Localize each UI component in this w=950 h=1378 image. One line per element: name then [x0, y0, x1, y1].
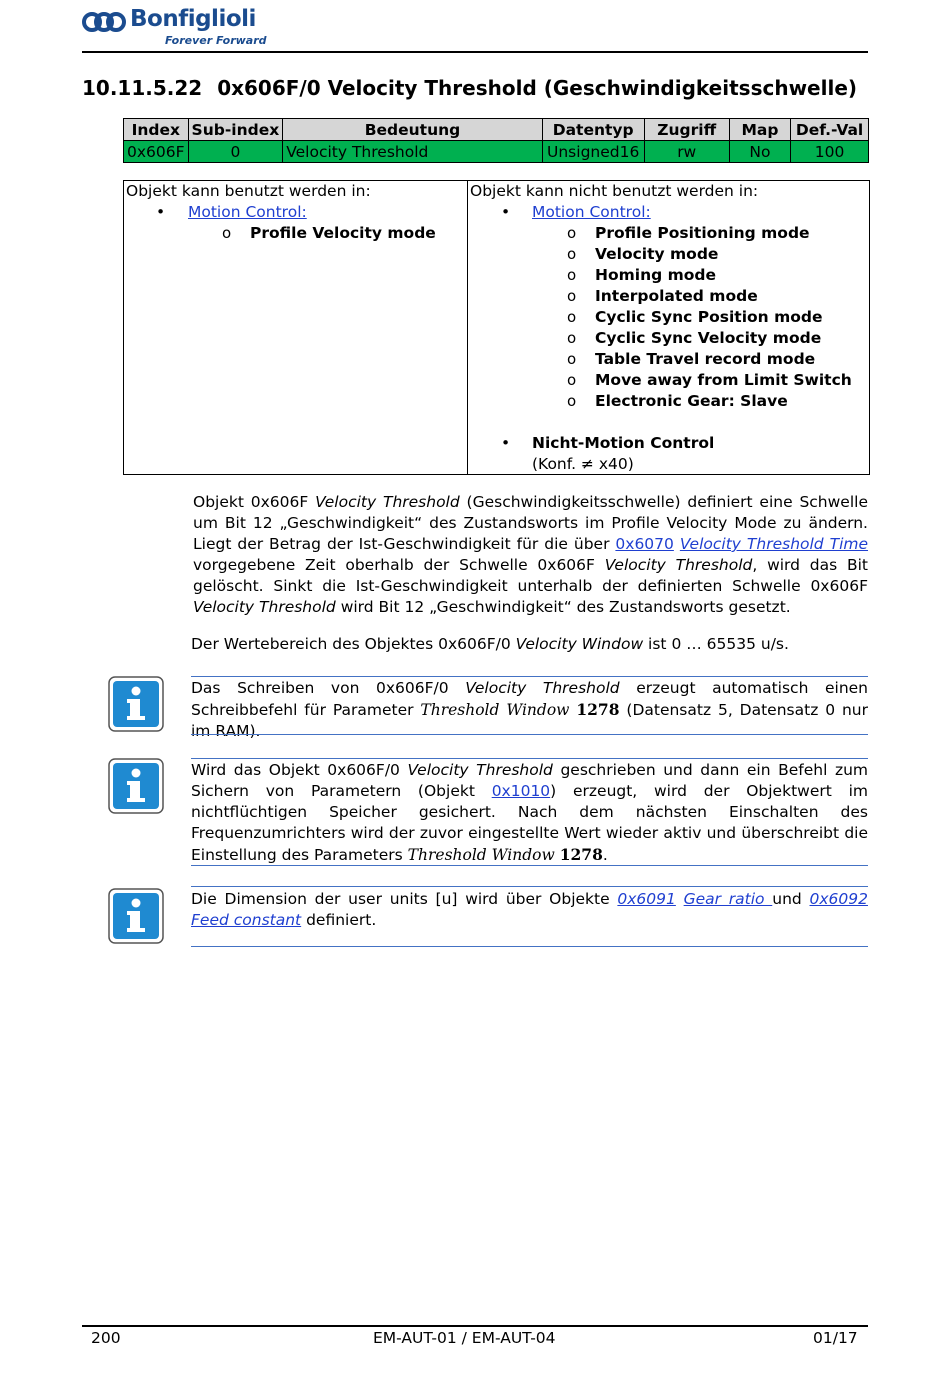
cell-subindex: 0: [188, 141, 283, 163]
motion-control-link[interactable]: Motion Control:: [188, 203, 307, 221]
note-1: [191, 678, 868, 742]
text-run: .: [602, 846, 608, 864]
text-run: wird Bit 12 „Geschwindigkeit“ des Zustandsworts gesetzt.: [335, 598, 791, 616]
footer-rule: [82, 1325, 868, 1327]
sub-bullet-glyph: o: [567, 350, 577, 368]
parameter-name: Threshold Window: [420, 701, 570, 719]
header-index: Index: [124, 119, 189, 141]
header-zugriff: Zugriff: [644, 119, 729, 141]
page-number: 200: [91, 1329, 121, 1347]
note-3: [191, 889, 868, 931]
header-rule: [82, 51, 868, 53]
non-motion-control-label: Nicht-Motion Control: [532, 434, 715, 452]
list-item: [567, 286, 758, 307]
text-run: Die Dimension der user units [u] wird über Objekte: [191, 890, 618, 908]
list-item: [567, 307, 823, 328]
sub-bullet-glyph: o: [567, 371, 577, 389]
cell-zugriff: rw: [644, 141, 729, 163]
section-number: 10.11.5.22: [82, 76, 203, 100]
usage-box: [123, 180, 870, 475]
parameter-number: 1278: [576, 700, 620, 719]
object-0x6091-link[interactable]: 0x6091: [617, 890, 676, 908]
text-run: (Geschwindigkeitsschwelle) definiert eine Schwelle um Bit 12 „Geschwindigkeit“ des Zustandsworts im Profile Velocity Mode zu ändern. Liegt der Betrag der Ist-Geschwindigkeit für die über: [193, 493, 868, 553]
note-rule-bottom: [191, 865, 868, 866]
sub-bullet-glyph: o: [567, 308, 577, 326]
object-0x6092-link[interactable]: 0x6092: [809, 890, 868, 908]
info-icon: [108, 888, 164, 944]
list-item: [567, 265, 717, 286]
usage-not-allowed-title: Objekt kann nicht benutzt werden in:: [470, 182, 759, 200]
list-item-label: Velocity mode: [595, 245, 719, 263]
list-item-label: Electronic Gear: Slave: [595, 392, 788, 410]
note-2: [191, 760, 868, 866]
cell-map: No: [729, 141, 790, 163]
header-datentyp: Datentyp: [542, 119, 644, 141]
italic-term: Velocity Threshold: [465, 679, 620, 697]
info-icon: [108, 676, 164, 732]
usage-not-allowed-column: [468, 181, 868, 474]
header-map: Map: [729, 119, 790, 141]
gear-ratio-link[interactable]: Gear ratio: [683, 890, 773, 908]
bonfiglioli-logo-icon: [82, 10, 126, 34]
text-run: und: [772, 890, 810, 908]
section-heading: [82, 76, 857, 100]
text-run: ) erzeugt, wird der Objektwert im nichtflüchtigen Speicher gesichert. Nach dem nächsten Einschalten des Frequenzumrichters wird der zuvor eingestellte Wert wieder aktiv und überschreibt die Einstellung des Parameters: [191, 782, 868, 864]
list-item: [222, 223, 436, 244]
brand-name: Bonfiglioli: [130, 6, 256, 32]
bullet-glyph: •: [501, 434, 511, 452]
note-rule-top: [191, 758, 868, 759]
text-run: ist 0 … 65535 u/s.: [643, 635, 789, 653]
text-run: geschrieben und dann ein Befehl zum Sichern von Parametern (Objekt: [191, 761, 869, 800]
text-run: (Datensatz 5, Datensatz 0 nur im RAM).: [191, 701, 868, 740]
note-rule-top: [191, 886, 868, 887]
bullet-glyph: •: [156, 203, 166, 221]
italic-term: Velocity Threshold: [407, 761, 553, 779]
list-item-label: Cyclic Sync Position mode: [595, 308, 823, 326]
table-row: [124, 141, 869, 163]
brand-tagline: Forever Forward: [165, 34, 267, 47]
italic-term: Velocity Threshold: [604, 556, 753, 574]
bullet-glyph: •: [501, 203, 511, 221]
object-0x1010-link[interactable]: 0x1010: [491, 782, 551, 800]
cell-bedeutung: Velocity Threshold: [283, 141, 543, 163]
sub-bullet-glyph: o: [567, 287, 577, 305]
table-header-row: [124, 119, 869, 141]
object-table: [123, 118, 869, 163]
text-run: vorgegebene Zeit oberhalb der Schwelle 0x606F: [193, 556, 605, 574]
sub-bullet-glyph: o: [567, 224, 577, 242]
usage-allowed-column: [124, 181, 468, 474]
header-bedeutung: Bedeutung: [283, 119, 543, 141]
list-item-label: Interpolated mode: [595, 287, 758, 305]
list-item-label: Cyclic Sync Velocity mode: [595, 329, 822, 347]
list-item: [567, 223, 810, 244]
list-item-label: Move away from Limit Switch: [595, 371, 852, 389]
document-id: EM-AUT-01 / EM-AUT-04: [373, 1329, 556, 1347]
text-run: Das Schreiben von 0x606F/0: [191, 679, 466, 697]
cell-defval: 100: [791, 141, 869, 163]
section-title: 0x606F/0 Velocity Threshold (Geschwindigkeitsschwelle): [217, 76, 858, 100]
text-run: Objekt 0x606F: [193, 493, 316, 511]
italic-term: Velocity Threshold: [315, 493, 460, 511]
italic-term: Velocity Threshold: [193, 598, 336, 616]
cell-index: 0x606F: [124, 141, 189, 163]
text-run: erzeugt automatisch einen Schreibbefehl für Parameter: [191, 679, 869, 719]
sub-bullet-glyph: o: [567, 245, 577, 263]
header-subindex: Sub-index: [188, 119, 283, 141]
cell-datentyp: Unsigned16: [542, 141, 644, 163]
note-rule-top: [191, 676, 868, 677]
italic-term: Velocity Window: [515, 635, 644, 653]
description-paragraph: [193, 492, 868, 618]
parameter-name: Threshold Window: [407, 846, 555, 864]
list-item-label: Profile Positioning mode: [595, 224, 810, 242]
list-item-label: Homing mode: [595, 266, 717, 284]
sub-bullet-glyph: o: [567, 329, 577, 347]
usage-allowed-title: Objekt kann benutzt werden in:: [126, 182, 371, 200]
object-0x6070-link[interactable]: 0x6070: [615, 535, 674, 553]
text-run: , wird das Bit gelöscht. Sinkt die Ist-Geschwindigkeit unterhalb der definierten Schwelle 0x606F: [193, 556, 868, 595]
list-item-label: Profile Velocity mode: [250, 224, 436, 242]
note-rule-bottom: [191, 946, 868, 947]
list-item: [567, 244, 719, 265]
list-item: [567, 391, 788, 412]
parameter-number: 1278: [559, 845, 603, 864]
list-item: [567, 349, 816, 370]
header-defval: Def.-Val: [791, 119, 869, 141]
sub-bullet-glyph: o: [567, 392, 577, 410]
list-item: [567, 328, 822, 349]
note-rule-bottom: [191, 734, 868, 735]
text-run: Wird das Objekt 0x606F/0: [191, 761, 408, 779]
config-note: (Konf. ≠ x40): [532, 455, 634, 473]
sub-bullet-glyph: o: [222, 224, 232, 242]
sub-bullet-glyph: o: [567, 266, 577, 284]
text-run: Der Wertebereich des Objektes 0x606F/0: [191, 635, 516, 653]
range-paragraph: [191, 634, 866, 655]
list-item-label: Table Travel record mode: [595, 350, 816, 368]
velocity-threshold-time-link[interactable]: Velocity Threshold Time: [679, 535, 869, 553]
document-date: 01/17: [813, 1329, 858, 1347]
list-item: [567, 370, 852, 391]
motion-control-link[interactable]: Motion Control:: [532, 203, 651, 221]
feed-constant-link[interactable]: Feed constant: [191, 911, 302, 929]
info-icon: [108, 758, 164, 814]
text-run: definiert.: [301, 911, 377, 929]
